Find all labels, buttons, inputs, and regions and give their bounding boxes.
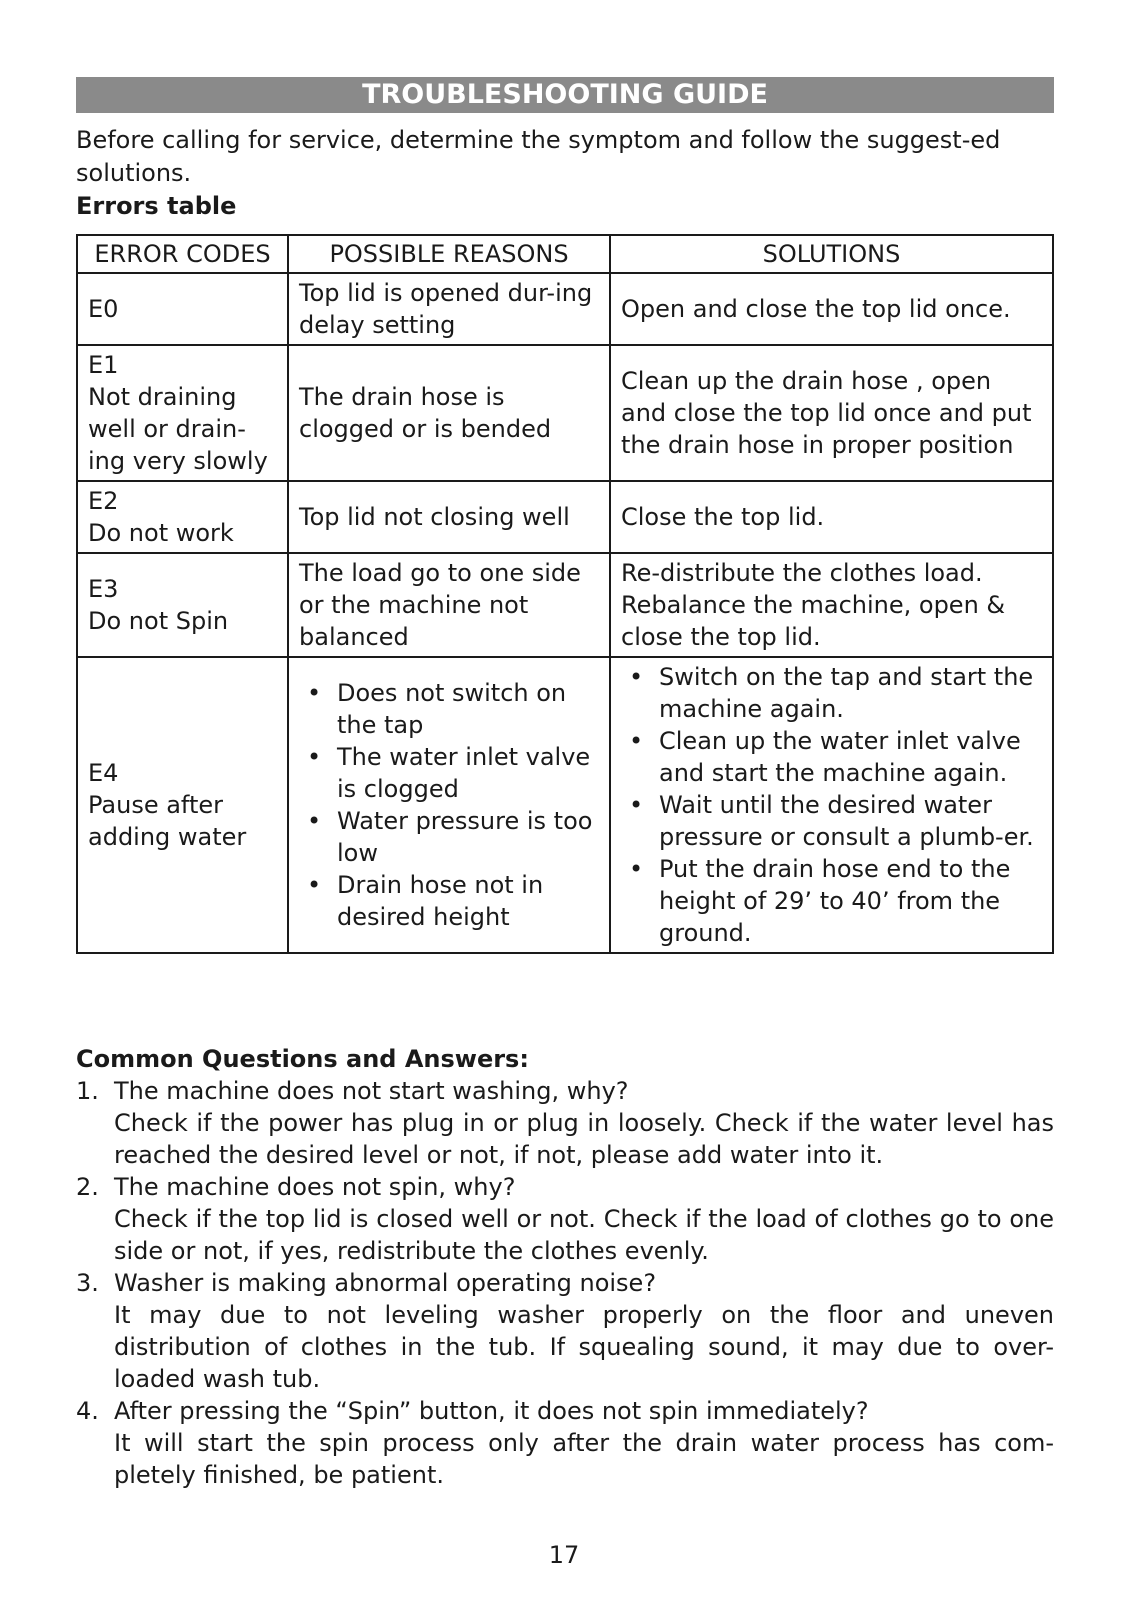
error-description: Pause after adding water [88,791,247,851]
list-item: • Switch on the tap and start the machine again. [621,661,1042,725]
qa-item [76,1171,1054,1267]
error-description: Not draining well or drain-ing very slowly [88,383,268,475]
column-header-possible-reasons: POSSIBLE REASONS [288,235,610,273]
error-code: E1 [88,351,119,379]
solution-text: Rebalance the machine, open & close the top lid. [621,591,1006,651]
column-header-solutions: SOLUTIONS [610,235,1053,273]
reason-cell [288,553,610,657]
solution-cell [610,345,1053,481]
qa-answer: It will start the spin process only after the drain water process has com-pletely finished, be patient. [114,1429,1054,1489]
solution-cell [610,553,1053,657]
table-row-e2 [77,481,1053,553]
reason-text: Top lid not closing well [299,503,570,531]
error-code-cell [77,481,288,553]
intro-text: Before calling for service, determine the symptom and follow the suggest-ed solutions. [76,126,1001,187]
solution-text: Close the top lid. [621,503,825,531]
reason-text: The load go to one side or the machine not balanced [299,559,581,651]
solution-text: Clean up the drain hose , open and close the top lid once and put the drain hose in proper position [621,367,1032,459]
solution-text: Open and close the top lid once. [621,295,1011,323]
solution-cell [610,273,1053,345]
table-row-e4 [77,657,1053,953]
qa-question: Washer is making abnormal operating noise? [114,1269,657,1297]
qa-number: 2. [76,1173,99,1201]
error-code: E2 [88,487,119,515]
list-item: • Drain hose not in desired height [299,869,599,933]
error-code-cell [77,345,288,481]
qa-answer: It may due to not leveling washer properly on the floor and uneven distribution of clothes in the tub. If squealing sound, it may due to over-loaded wash tub. [114,1301,1054,1393]
table-row-e0 [77,273,1053,345]
error-description: Do not work [88,519,234,547]
reason-cell [288,345,610,481]
error-code-cell [77,273,288,345]
reason-text: The drain hose is clogged or is bended [299,383,552,443]
page-title: TROUBLESHOOTING GUIDE [76,77,1054,113]
table-row-e1 [77,345,1053,481]
list-item: • Clean up the water inlet valve and start the machine again. [621,725,1042,789]
reason-cell [288,481,610,553]
qa-number: 4. [76,1397,99,1425]
qa-item [76,1395,1054,1491]
error-code-cell [77,657,288,953]
error-code: E4 [88,759,119,787]
error-code: E0 [88,295,119,323]
error-description: Do not Spin [88,607,229,635]
qa-number: 1. [76,1077,99,1105]
error-code-cell [77,553,288,657]
qa-answer: Check if the top lid is closed well or not. Check if the load of clothes go to one side or not, if yes, redistribute the clothes evenly. [114,1205,1054,1265]
list-item: • Water pressure is too low [299,805,599,869]
qa-list [76,1075,1054,1491]
errors-table-heading: Errors table [76,192,237,220]
solution-text: Re-distribute the clothes load. [621,559,983,587]
list-item: • Does not switch on the tap [299,677,599,741]
solution-list [621,661,1042,949]
errors-table [76,234,1054,954]
qa-question: After pressing the “Spin” button, it does not spin immediately? [114,1397,869,1425]
qa-item [76,1267,1054,1395]
reason-text: Top lid is opened dur-ing delay setting [299,279,593,339]
list-item: • The water inlet valve is clogged [299,741,599,805]
page-number: 17 [548,1541,580,1569]
qa-question: The machine does not start washing, why? [114,1077,629,1105]
qa-answer: Check if the power has plug in or plug in loosely. Check if the water level has reached the desired level or not, if not, please add water into it. [114,1109,1054,1169]
qa-heading: Common Questions and Answers: [76,1045,529,1073]
reason-cell [288,273,610,345]
error-code: E3 [88,575,119,603]
qa-number: 3. [76,1269,99,1297]
qa-item [76,1075,1054,1171]
reason-list [299,677,599,933]
table-row-e3 [77,553,1053,657]
solution-cell [610,657,1053,953]
column-header-error-codes: ERROR CODES [77,235,288,273]
reason-cell [288,657,610,953]
qa-question: The machine does not spin, why? [114,1173,516,1201]
table-header-row [77,235,1053,273]
solution-cell [610,481,1053,553]
list-item: • Put the drain hose end to the height of 29’ to 40’ from the ground. [621,853,1042,949]
list-item: • Wait until the desired water pressure or consult a plumb-er. [621,789,1042,853]
